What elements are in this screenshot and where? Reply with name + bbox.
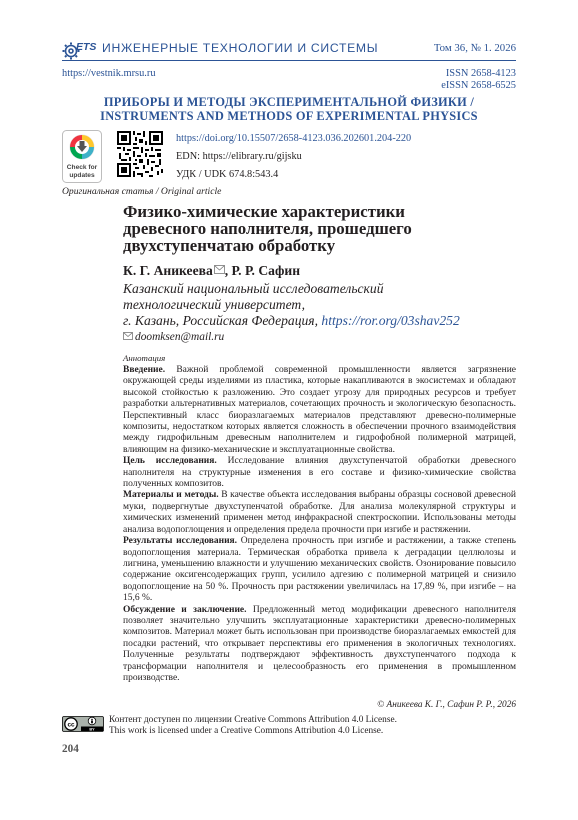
author-name: Р. Р. Сафин xyxy=(231,263,301,278)
article-title xyxy=(123,203,503,255)
edn-link[interactable]: EDN: https://elibrary.ru/gijsku xyxy=(176,151,302,162)
abstract xyxy=(123,365,516,684)
volume-issue: Том 36, № 1. 2026 xyxy=(433,42,516,54)
crossmark-icon[interactable] xyxy=(62,130,102,183)
ror-link[interactable]: https://ror.org/03shav252 xyxy=(321,313,460,329)
svg-text:BY: BY xyxy=(89,727,95,732)
svg-text:Check for: Check for xyxy=(66,164,98,171)
abstract-label: Аннотация xyxy=(123,353,166,363)
affiliation xyxy=(123,281,523,330)
svg-text:updates: updates xyxy=(69,172,95,179)
affiliation-line: технологический университет, xyxy=(123,297,305,313)
abstract-paragraph: Обсуждение и заключение. Предложенный метод модификации древесного наполнителя позволяет значительно улучшить эксплуатационные характеристики древесно-полимерных композитов. Материал может быть использован при производстве биоразлагаемых емкостей для посадки растений, что открывает перспективы его применения в экологичных технологиях. Полученные результаты подтверждают эффективность двухступенчатого подхода к трансформации наполнителя и целесообразность его применения в промышленном производстве. xyxy=(123,604,516,683)
affiliation-line: Казанский национальный исследовательский xyxy=(123,281,384,296)
authors xyxy=(123,263,300,279)
email-address[interactable]: doomksen@mail.ru xyxy=(135,331,225,343)
abstract-paragraph: Цель исследования. Исследование влияния двухступенчатой обработки древесного наполнителя на структурные изменения в его составе и физико-химические свойства полученных композитов. xyxy=(123,456,516,490)
email-icon xyxy=(123,332,133,340)
doi-link[interactable]: https://doi.org/10.15507/2658-4123.036.202601.204-220 xyxy=(176,133,412,144)
article-type: Оригинальная статья / Original article xyxy=(62,186,222,197)
cc-by-icon[interactable] xyxy=(62,716,104,732)
journal-logo-icon xyxy=(62,39,98,61)
header-divider xyxy=(62,60,516,61)
license-ru: Контент доступен по лицензии Creative Commons Attribution 4.0 License. xyxy=(109,715,397,725)
abstract-paragraph: Введение. Важной проблемой современной промышленности является загрязнение окружающей среды изделиями из пластика, которые накапливаются в экосистемах и обладают высокой стойкостью к разложению. Это создает угрозу для природных ресурсов и требует разработки альтернативных материалов, сочетающих прочность и экологическую безопасность. Перспективный класс биоразлагаемых материалов представляют древесно-полимерные композиты, недостатком которых является сложность в обеспечении прочного взаимодействия между гидрофильным древесным наполнителем и гидрофобной полимерной матрицей, влияющим на физико-механические и эксплуатационные свойства. xyxy=(123,365,516,455)
udk-code: УДК / UDK 674.8:543.4 xyxy=(176,169,279,180)
abstract-paragraph: Материалы и методы. В качестве объекта исследования выбраны образцы сосновой древесной муки, подвергнутые двухступенчатой обработке. Для анализа молекулярной структуры и химических изменений применен метод инфракрасной спектроскопии. Использованы методы анализа водопоглощения и определения предела прочности при изгибе и растяжении. xyxy=(123,490,516,535)
title-line: древесного наполнителя, прошедшего xyxy=(123,219,412,239)
section-title-en: INSTRUMENTS AND METHODS OF EXPERIMENTAL PHYSICS xyxy=(100,108,478,123)
eissn: eISSN 2658-6525 xyxy=(441,79,516,91)
license-text xyxy=(109,715,397,737)
copyright: © Аникеева К. Г., Сафин Р. Р., 2026 xyxy=(377,700,516,710)
issn: ISSN 2658-4123 xyxy=(445,68,516,79)
affiliation-line: г. Казань, Российская Федерация, https://ror.org/03shav252 xyxy=(123,313,460,329)
issn-block xyxy=(441,68,516,91)
title-line: двухступенчатаю обработку xyxy=(123,236,336,256)
title-line: Физико-химические характеристики xyxy=(123,202,405,221)
svg-text:cc: cc xyxy=(67,721,75,729)
journal-name: ИНЖЕНЕРНЫЕ ТЕХНОЛОГИИ И СИСТЕМЫ xyxy=(102,41,379,55)
author-separator: , xyxy=(224,263,232,278)
page-number: 204 xyxy=(62,743,79,755)
email-icon xyxy=(214,265,225,274)
license-en: This work is licensed under a Creative Commons Attribution 4.0 License. xyxy=(109,725,384,736)
author-name: К. Г. Аникеева xyxy=(123,263,213,278)
qr-code-icon xyxy=(117,131,163,177)
author-email[interactable] xyxy=(123,331,224,343)
section-title-ru: ПРИБОРЫ И МЕТОДЫ ЭКСПЕРИМЕНТАЛЬНОЙ ФИЗИКИ / xyxy=(103,95,475,109)
svg-text:ETS: ETS xyxy=(76,41,97,53)
site-link[interactable]: https://vestnik.mrsu.ru xyxy=(62,68,156,79)
abstract-paragraph: Результаты исследования. Определена прочность при изгибе и растяжении, а также степень водопоглощения материала. Термическая обработка привела к деградации целлюлозы и лигнина, уменьшению влажности и улучшению механических свойств. Озонирование повысило содержание оксигенсодержащих групп, усилило адгезию с полимерной матрицей и снизило водопоглощение на 50 %. Прочность при растяжении увеличилась на 17,89 %, при изгибе – на 15,6 %. xyxy=(123,536,516,604)
section-title xyxy=(0,96,578,123)
